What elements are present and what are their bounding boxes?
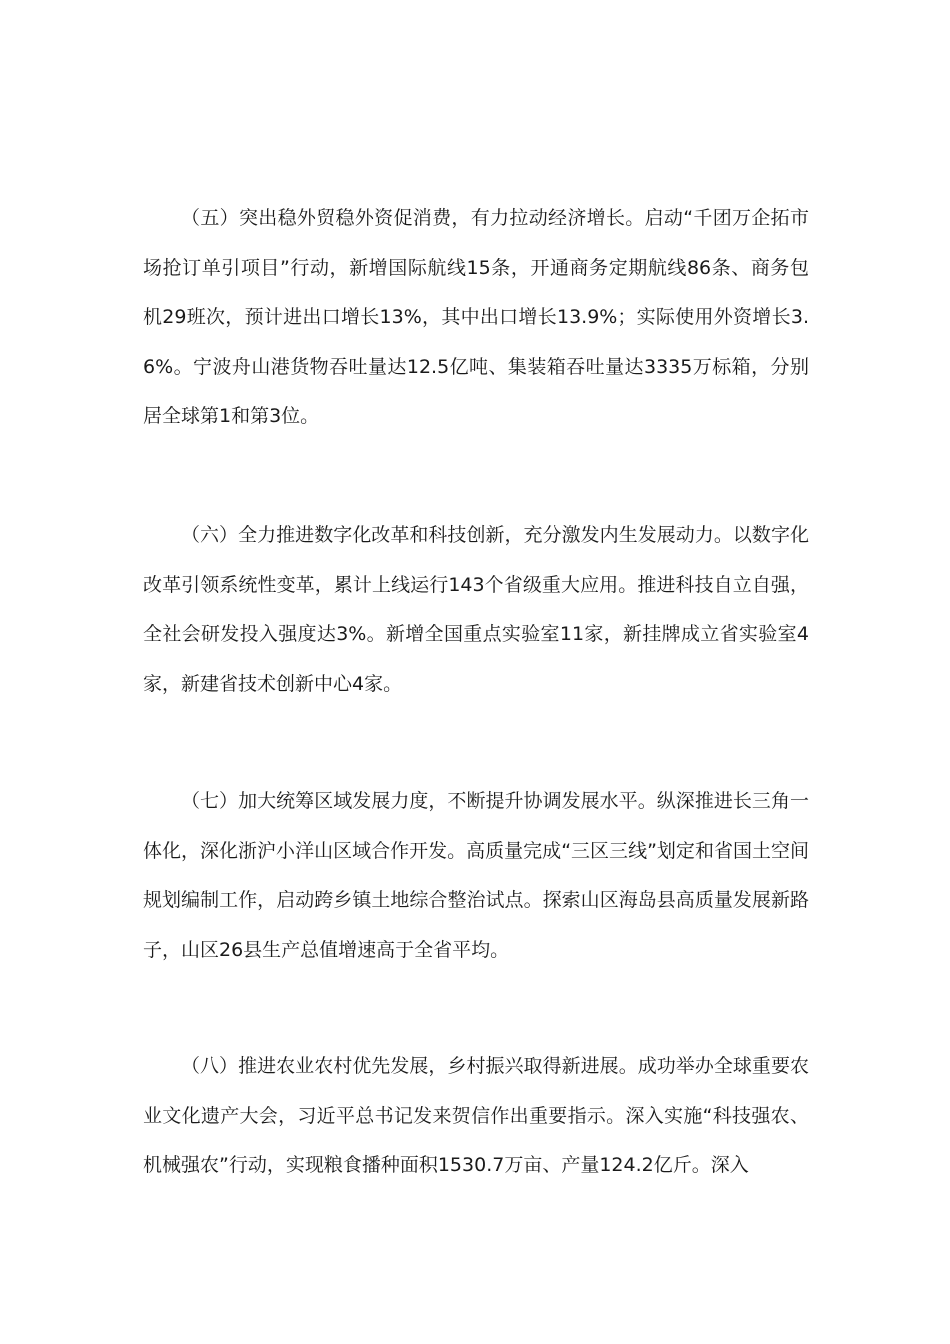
paragraph-eight: （八）推进农业农村优先发展，乡村振兴取得新进展。成功举办全球重要农业文化遗产大会，习近平总书记发来贺信作出重要指示。深入实施“科技强农、机械强农”行动，实现粮食播种面积1530.7万亩、产量124.2亿斤。深入 [143, 1055, 809, 1176]
paragraph-five: （五）突出稳外贸稳外资促消费，有力拉动经济增长。启动“千团万企拓市场抢订单引项目”行动，新增国际航线15条，开通商务定期航线86条、商务包机29班次，预计进出口增长13%，其中出口增长13.9%；实际使用外资增长3.6%。宁波舟山港货物吞吐量达12.5亿吨、集装箱吞吐量达3335万标箱，分别居全球第1和第3位。 [143, 207, 809, 427]
paragraph-six: （六）全力推进数字化改革和科技创新，充分激发内生发展动力。以数字化改革引领系统性变革，累计上线运行143个省级重大应用。推进科技自立自强，全社会研发投入强度达3%。新增全国重点实验室11家，新挂牌成立省实验室4家，新建省技术创新中心4家。 [143, 524, 809, 695]
paragraph-seven: （七）加大统筹区域发展力度，不断提升协调发展水平。纵深推进长三角一体化，深化浙沪小洋山区域合作开发。高质量完成“三区三线”划定和省国土空间规划编制工作，启动跨乡镇土地综合整治试点。探索山区海岛县高质量发展新路子，山区26县生产总值增速高于全省平均。 [143, 790, 809, 961]
